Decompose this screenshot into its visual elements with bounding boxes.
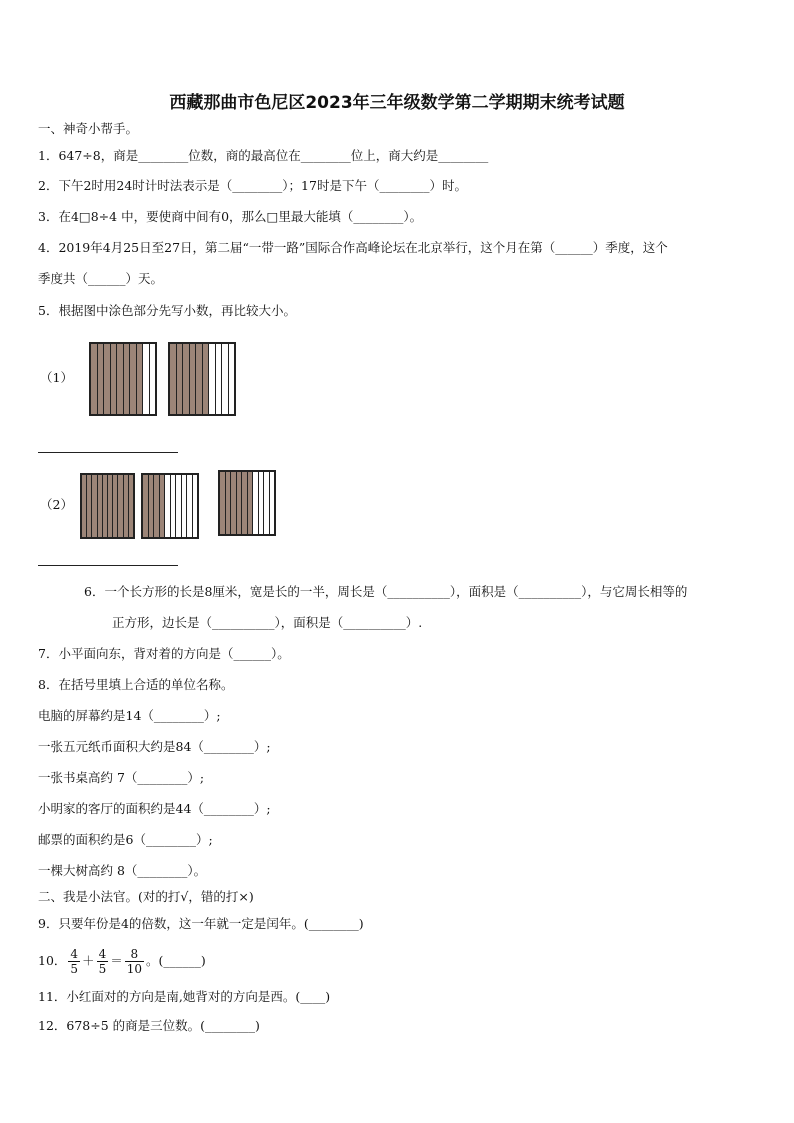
question-8-item-6: 一棵大树高约 8（________）。 (38, 863, 207, 878)
fraction-1-denominator: 5 (70, 962, 79, 976)
answer-line-2 (38, 565, 178, 566)
figure-2-grid-a (80, 473, 135, 539)
figure-1-grid-b (168, 342, 236, 416)
question-9: 9．只要年份是4的倍数，这一年就一定是闰年。(________) (38, 916, 364, 931)
question-10 (38, 941, 206, 981)
question-7: 7．小平面向东，背对着的方向是（______）。 (38, 646, 290, 661)
section-1-heading: 一、神奇小帮手。 (38, 121, 139, 136)
question-10-tail: 。(______) (146, 953, 206, 968)
question-2: 2．下午2时用24时计时法表示是（________）；17时是下午（________）时。 (38, 178, 467, 193)
question-8-item-1: 电脑的屏幕约是14（________）; (38, 708, 221, 723)
fraction-3 (125, 947, 144, 976)
figure-2-grid-b (141, 473, 199, 539)
question-8-item-2: 一张五元纸币面积大约是84（________）; (38, 739, 271, 754)
question-12: 12．678÷5 的商是三位数。(________) (38, 1018, 260, 1033)
answer-line-1 (38, 452, 178, 453)
question-5: 5．根据图中涂色部分先写小数，再比较大小。 (38, 303, 296, 318)
fraction-1-numerator: 4 (70, 947, 79, 961)
fraction-3-denominator: 10 (126, 962, 142, 976)
question-3: 3．在4□8÷4 中，要使商中间有0，那么□里最大能填（________）。 (38, 209, 423, 224)
grid-stripe (129, 475, 133, 537)
grid-stripe (150, 344, 156, 414)
equals-sign: ＝ (110, 953, 123, 968)
fraction-2 (97, 947, 109, 976)
fraction-2-denominator: 5 (98, 962, 107, 976)
grid-stripe (193, 475, 198, 537)
question-11: 11．小红面对的方向是南,她背对的方向是西。(____) (38, 989, 331, 1004)
page-title: 西藏那曲市色尼区2023年三年级数学第二学期期末统考试题 (169, 93, 625, 113)
fraction-1 (68, 947, 80, 976)
figure-2-label: （2） (40, 497, 73, 512)
figure-1-label: （1） (40, 370, 73, 385)
question-8-item-4: 小明家的客厅的面积约是44（________）; (38, 801, 271, 816)
figure-1-grid-a (89, 342, 157, 416)
question-4-line-1: 4．2019年4月25日至27日，第二届“一带一路”国际合作高峰论坛在北京举行，这个月在第（______）季度，这个 (38, 240, 668, 255)
question-4-line-2: 季度共（______）天。 (38, 271, 164, 286)
grid-stripe (229, 344, 235, 414)
question-6-line-2: 正方形，边长是（__________），面积是（__________）. (112, 615, 423, 630)
question-8-item-5: 邮票的面积约是6（________）; (38, 832, 213, 847)
fraction-2-numerator: 4 (98, 947, 107, 961)
plus-sign: ＋ (82, 953, 95, 968)
section-2-heading: 二、我是小法官。(对的打√，错的打×) (38, 889, 254, 904)
figure-2-grid-c (218, 470, 276, 536)
grid-stripe (270, 472, 275, 534)
fraction-3-numerator: 8 (125, 947, 144, 962)
question-10-number: 10． (38, 953, 67, 968)
question-6-line-1: 6．一个长方形的长是8厘米，宽是长的一半，周长是（__________），面积是（__________），与它周长相等的 (84, 584, 688, 599)
question-1: 1．647÷8，商是________位数，商的最高位在________位上，商大约是________ (38, 148, 489, 163)
question-8: 8．在括号里填上合适的单位名称。 (38, 677, 234, 692)
question-8-item-3: 一张书桌高约 7（________）; (38, 770, 205, 785)
